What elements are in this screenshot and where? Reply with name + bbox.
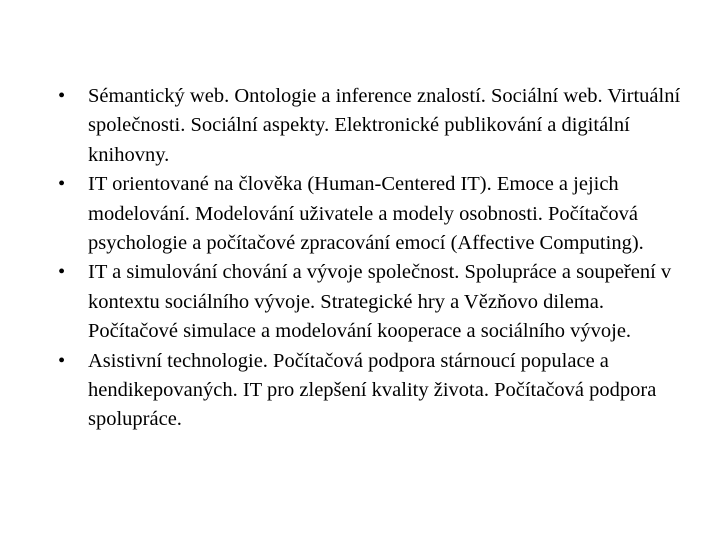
bullet-text: Sémantický web. Ontologie a inference znalostí. Sociální web. Virtuální společnosti. Sociální aspekty. Elektronické publikování a digitální knihovny. [88, 85, 681, 166]
bullet-text: Asistivní technologie. Počítačová podpora stárnoucí populace a hendikepovaných. IT pro zlepšení kvality života. Počítačová podpora spolupráce. [88, 349, 657, 431]
bullet-item-assistive-technology [58, 347, 688, 435]
bullet-text: IT a simulování chování a vývoje společnost. Spolupráce a soupeření v kontextu sociálního vývoje. Strategické hry a Vězňovo dilema. Počítačové simulace a modelování kooperace a sociálního vývoje. [88, 261, 672, 343]
bullet-icon: • [58, 85, 66, 107]
bullet-icon: • [58, 261, 66, 284]
bullet-item-human-centered-it [58, 170, 688, 258]
bullet-list [58, 82, 688, 435]
bullet-icon: • [58, 349, 66, 372]
bullet-item-social-simulation [58, 258, 688, 346]
bullet-icon: • [58, 173, 66, 196]
bullet-item-semantic-web [58, 82, 688, 170]
bullet-text: IT orientované na člověka (Human-Centered IT). Emoce a jejich modelování. Modelování uživatele a modely osobnosti. Počítačová psychologie a počítačové zpracování emocí (Affective Computing). [88, 173, 644, 255]
